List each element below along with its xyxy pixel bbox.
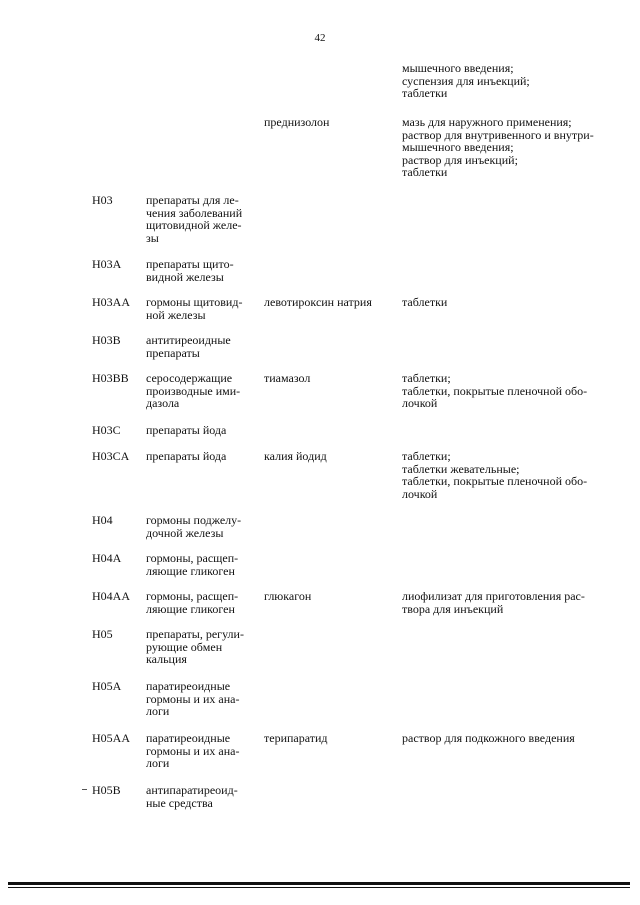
atc-code: H03B <box>92 333 121 347</box>
group-name <box>146 590 256 615</box>
dosage-forms <box>402 116 612 179</box>
form-line: таблетки жевательные; <box>402 461 520 476</box>
margin-mark <box>82 789 87 790</box>
name-line: ляющие гликоген <box>146 563 235 578</box>
name-line: гормоны поджелу- <box>146 513 242 527</box>
atc-code: H03 <box>92 193 113 207</box>
form-line: мышечного введения; <box>402 61 514 75</box>
name-line: щитовидной желе- <box>146 218 242 232</box>
form-line: раствор для внутривенного и внутри- <box>402 127 594 142</box>
name-line: логи <box>146 756 170 770</box>
form-line: таблетки, покрытые пленочной обо- <box>402 383 588 398</box>
name-line: видной железы <box>146 269 224 284</box>
dosage-forms <box>402 590 612 615</box>
drug-line: терипаратид <box>264 731 328 745</box>
name-line: препараты щито- <box>146 257 234 271</box>
form-line: лочкой <box>402 396 438 410</box>
group-name <box>146 258 256 283</box>
form-line: таблетки <box>402 86 448 100</box>
drug-name <box>264 116 394 129</box>
name-line: паратиреоидные <box>146 679 231 693</box>
dosage-forms <box>402 372 612 410</box>
atc-code: H03CA <box>92 449 130 463</box>
form-line: мышечного введения; <box>402 140 514 154</box>
drug-name <box>264 590 394 603</box>
atc-code: H05 <box>92 627 113 641</box>
group-name <box>146 424 256 437</box>
name-line: препараты йода <box>146 449 227 463</box>
form-line: лочкой <box>402 486 438 501</box>
drug-line: тиамазол <box>264 371 311 385</box>
form-line: твора для инъекций <box>402 601 504 616</box>
name-line: препараты йода <box>146 423 227 437</box>
form-line: таблетки; <box>402 371 451 385</box>
atc-code: H05A <box>92 679 122 693</box>
drug-name <box>264 296 394 309</box>
name-line: чения заболеваний <box>146 205 243 220</box>
name-line: препараты, регули- <box>146 627 244 641</box>
name-line: препараты для ле- <box>146 193 239 207</box>
atc-code: H04 <box>92 513 113 527</box>
name-line: гормоны щитовид- <box>146 295 243 309</box>
atc-code: H05AA <box>92 731 130 745</box>
group-name <box>146 194 256 244</box>
group-name <box>146 450 256 463</box>
name-line: паратиреоидные <box>146 731 231 745</box>
drug-line: преднизолон <box>264 115 330 129</box>
name-line: зы <box>146 230 159 245</box>
atc-code: H05B <box>92 783 121 797</box>
page-number: 42 <box>314 32 326 44</box>
atc-code: H03AA <box>92 295 130 309</box>
group-name <box>146 552 256 577</box>
name-line: серосодержащие <box>146 371 233 385</box>
dosage-forms <box>402 732 612 745</box>
form-line: лиофилизат для приготовления рас- <box>402 589 585 603</box>
drug-line: глюкагон <box>264 589 312 603</box>
form-line: таблетки <box>402 295 448 309</box>
name-line: логи <box>146 704 170 718</box>
bottom-rule-thin <box>8 887 630 888</box>
name-line: производные ими- <box>146 383 241 398</box>
group-name <box>146 334 256 359</box>
name-line: гормоны, расщеп- <box>146 551 239 565</box>
atc-code: H03BB <box>92 371 129 385</box>
form-line: раствор для подкожного введения <box>402 731 575 745</box>
drug-line: левотироксин натрия <box>264 295 372 309</box>
drug-line: калия йодид <box>264 449 327 463</box>
name-line: гормоны, расщеп- <box>146 589 239 603</box>
group-name <box>146 372 256 410</box>
name-line: антитиреоидные <box>146 333 231 347</box>
group-name <box>146 628 256 666</box>
drug-name <box>264 732 394 745</box>
form-line: мазь для наружного применения; <box>402 115 572 129</box>
name-line: ные средства <box>146 795 213 810</box>
name-line: гормоны и их ана- <box>146 691 240 706</box>
dosage-forms <box>402 450 612 500</box>
name-line: дазола <box>146 396 180 410</box>
atc-code: H04A <box>92 551 122 565</box>
group-name <box>146 296 256 321</box>
name-line: рующие обмен <box>146 639 223 654</box>
name-line: ной железы <box>146 307 206 322</box>
form-line: таблетки; <box>402 449 451 463</box>
atc-code: H03C <box>92 423 121 437</box>
form-line: таблетки, покрытые пленочной обо- <box>402 474 588 488</box>
group-name <box>146 784 256 809</box>
drug-name <box>264 450 394 463</box>
name-line: препараты <box>146 345 200 360</box>
form-line: раствор для инъекций; <box>402 152 518 167</box>
atc-code: H03A <box>92 257 122 271</box>
name-line: ляющие гликоген <box>146 601 235 616</box>
atc-code: H04AA <box>92 589 130 603</box>
name-line: кальция <box>146 652 187 666</box>
group-name <box>146 680 256 718</box>
group-name <box>146 514 256 539</box>
dosage-forms <box>402 296 612 309</box>
dosage-forms <box>402 62 612 100</box>
form-line: суспензия для инъекций; <box>402 73 530 88</box>
name-line: дочной железы <box>146 525 224 540</box>
name-line: антипаратиреоид- <box>146 783 238 797</box>
name-line: гормоны и их ана- <box>146 743 240 758</box>
bottom-rule-thick <box>8 882 630 885</box>
drug-name <box>264 372 394 385</box>
form-line: таблетки <box>402 165 448 179</box>
group-name <box>146 732 256 770</box>
